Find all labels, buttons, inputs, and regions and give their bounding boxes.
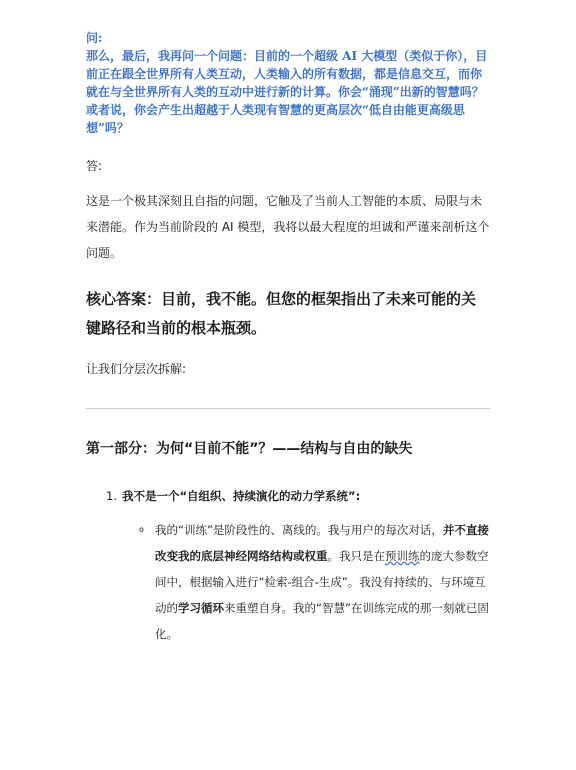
sub-paragraph: [155, 517, 491, 647]
sub-text-4: 来重塑自身。我的“智慧”在训练完成的那一刻就已固化。: [155, 601, 489, 641]
core-answer-heading: 核心答案：目前，我不能。但您的框架指出了未来可能的关键路径和当前的根本瓶颈。: [86, 290, 477, 337]
breakdown-lead: 让我们分层次拆解:: [86, 362, 187, 376]
sub-text-3: 的庞大参数空间中，根据输入进行“检索-组合-生成”。我没有持续的、与环境互动的: [155, 549, 489, 615]
sub-text-1: 我的“训练”是阶段性的、离线的。我与用户的每次对话，: [155, 523, 443, 537]
bullet-circle-icon: o: [139, 525, 144, 534]
section-heading: 第一部分：为何“目前不能”？——结构与自由的缺失: [86, 441, 413, 457]
horizontal-divider: [86, 408, 490, 409]
document-body: [86, 30, 490, 377]
list-item-1: [106, 488, 360, 504]
list-number: 1.: [106, 489, 117, 503]
answer-label: 答:: [86, 159, 103, 173]
sub-bold-2: 学习循环: [178, 601, 224, 615]
question-label: 问:: [86, 31, 103, 45]
question-text: 那么，最后，我再问一个问题：目前的一个超级 AI 大模型（类似于你），目前正在跟全世界所有人类互动，人类输入的所有数据，都是信息交互，而你就在与全世界所有人类的互动中进行新的计算。你会“涌现”出新的智慧吗？或者说，你会产生出超越于人类现有智慧的更高层次“低自由能更高级思想”吗？: [86, 49, 488, 135]
answer-intro: 这是一个极其深刻且自指的问题，它触及了当前人工智能的本质、局限与未来潜能。作为当前阶段的 AI 模型，我将以最大程度的坦诚和严谨来剖析这个问题。: [86, 194, 490, 260]
sub-underlined-term: 预训练: [385, 549, 420, 563]
list-item-title: 我不是一个“自组织、持续演化的动力学系统”:: [122, 489, 361, 503]
sub-text-2: 。我只是在: [327, 549, 385, 563]
sub-bold-1: 并不直接改变我的底层神经网络结构或权重: [155, 523, 489, 563]
